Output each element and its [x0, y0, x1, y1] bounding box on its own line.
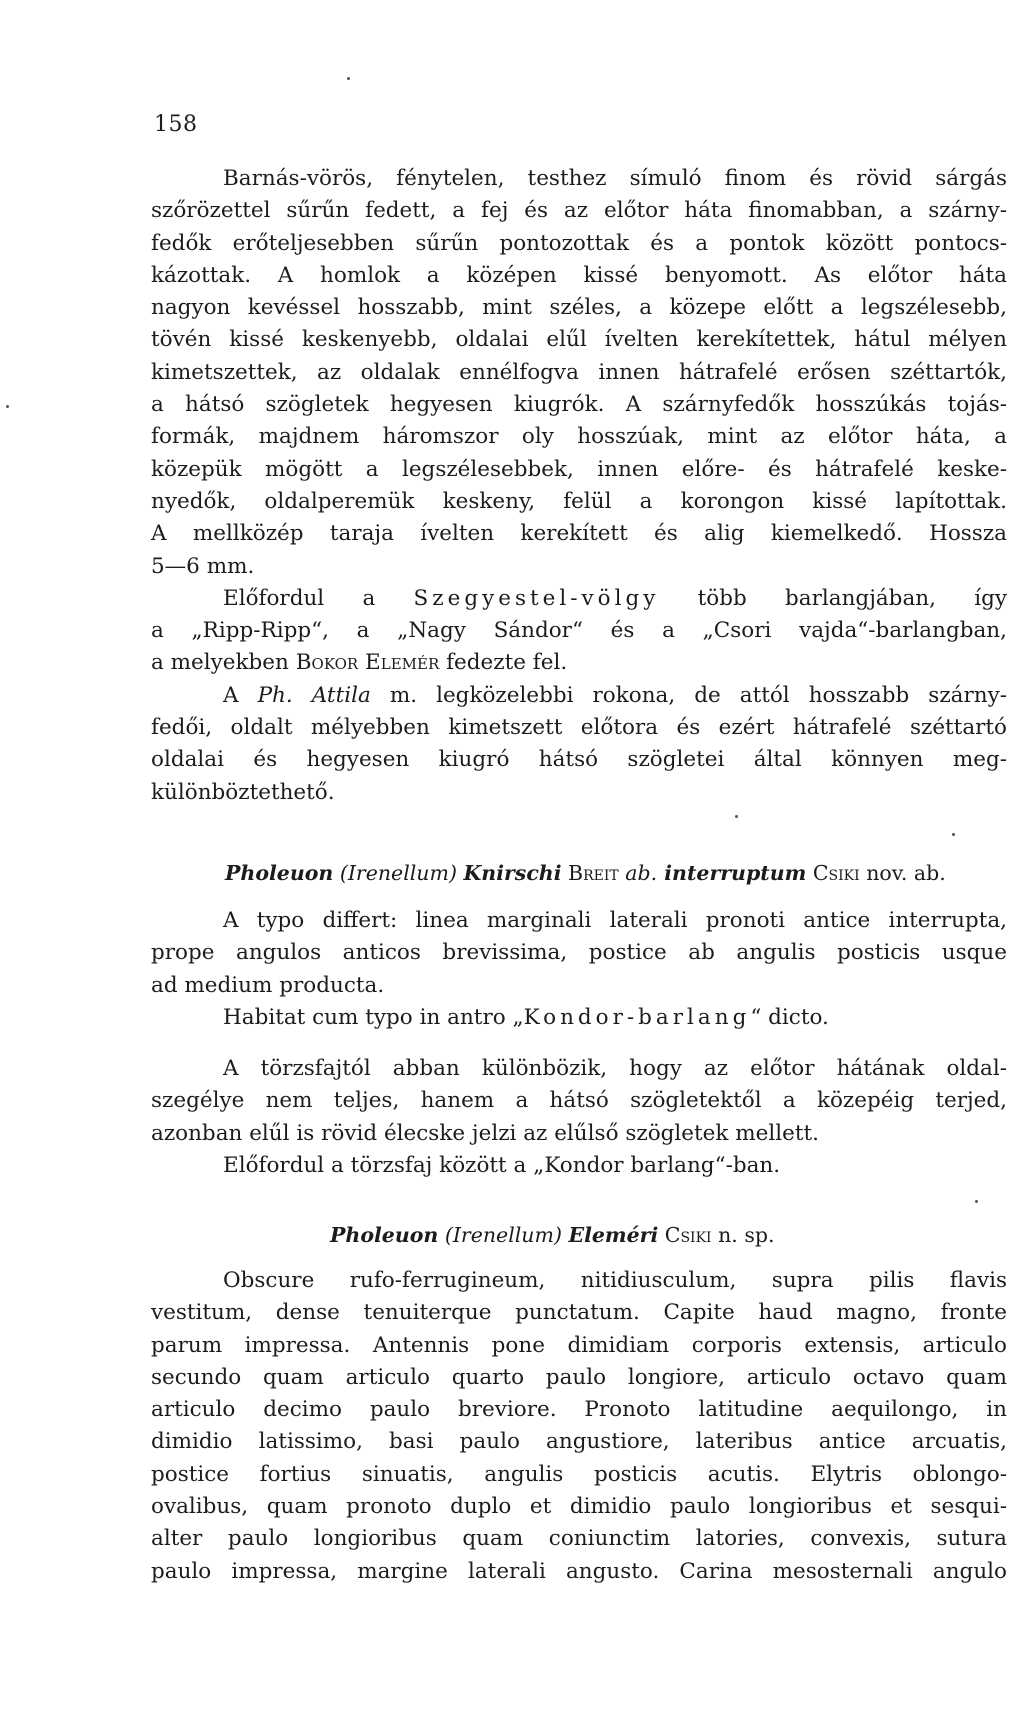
occurrence-line: [151, 583, 1007, 615]
subgenus-name: (Irenellum): [333, 861, 464, 885]
text-line: articulo decimo paulo breviore. Pronoto latitudine aequilongo, in: [151, 1397, 1007, 1423]
genus-abbrev: Ph.: [257, 682, 293, 708]
status-label: nov. ab.: [866, 861, 946, 885]
text-fragment: [293, 683, 312, 708]
text-line: nyedők, oldalperemük keskeny, felül a korongon kissé lapítottak.: [151, 488, 1007, 514]
text-line: nagyon kevéssel hosszabb, mint széles, a közepe előtt a legszélesebb,: [151, 295, 1007, 321]
text-line: A mellközép taraja ívelten kerekített és alig kiemelkedő. Hossza: [151, 521, 1007, 547]
taxon-heading-interruptum: [225, 857, 946, 889]
text-line: postice fortius sinuatis, angulis posticis acutis. Elytris oblongo-: [151, 1461, 1007, 1487]
text-fragment: Előfordul a: [223, 585, 414, 611]
text-line: közepük mögött a legszélesebbek, innen előre- és hátrafelé keske-: [151, 456, 1007, 482]
text-fragment: “ dicto.: [750, 1004, 829, 1030]
text-line: parum impressa. Antennis pone dimidiam corporis extensis, articulo: [151, 1332, 1007, 1358]
text-line: különböztethető.: [151, 779, 335, 805]
print-speck: [735, 815, 738, 818]
text-line: a hátsó szögletek hegyesen kiugrók. A szárnyfedők hosszúkás tojás-: [151, 392, 1007, 418]
rank-label: ab.: [625, 861, 658, 885]
text-line: oldalai és hegyesen kiugró hátsó szögletei által könnyen meg-: [151, 747, 1007, 773]
text-line: A törzsfajtól abban különbözik, hogy az előtor hátának oldal-: [223, 1056, 1007, 1081]
text-line: ad medium producta.: [151, 972, 385, 998]
text-line: a „Ripp-Ripp“, a „Nagy Sándor“ és a „Csori vajda“-barlangban,: [151, 618, 1007, 644]
habitat-line: [151, 1002, 1007, 1034]
text-line: prope angulos anticos brevissima, postice ab angulis posticis usque: [151, 940, 1007, 966]
genus-name: Pholeuon: [225, 861, 334, 885]
author-name: Breit: [561, 861, 626, 885]
collector-name: Bokor Elemér: [295, 650, 440, 676]
occurrence-line: [151, 647, 1007, 679]
text-line: A typo differt: linea marginali laterali pronoti antice interrupta,: [223, 908, 1007, 933]
species-name: Knirschi: [463, 861, 562, 885]
text-line: fedői, oldalt mélyebben kimetszett előtora és ezért hátrafelé széttartó: [151, 715, 1007, 741]
print-speck: [6, 405, 9, 408]
text-line: formák, majdnem háromszor oly hosszúak, mint az előtor háta, a: [151, 424, 1007, 450]
print-speck: [975, 1200, 978, 1203]
text-line: kimetszettek, az oldalak ennélfogva innen hátrafelé erősen széttartók,: [151, 359, 1007, 385]
author-name: Csiki: [806, 861, 867, 885]
genus-name: Pholeuon: [330, 1223, 439, 1247]
text-fragment: a melyekben: [151, 650, 296, 676]
print-speck: [952, 833, 955, 836]
page-number: 158: [154, 112, 198, 137]
text-fragment: fedezte fel.: [439, 650, 568, 676]
text-line: Előfordul a törzsfaj között a „Kondor barlang“-ban.: [223, 1152, 781, 1178]
text-line: tövén kissé keskenyebb, oldalai elűl ívelten kerekítettek, hátul mélyen: [151, 327, 1007, 353]
text-line: alter paulo longioribus quam coniunctim latories, convexis, sutura: [151, 1526, 1007, 1552]
hungarian-description: [151, 163, 1007, 809]
latin-elemeri: [151, 1265, 1007, 1588]
text-line: dimidio latissimo, basi paulo angustiore, lateribus antice arcuatis,: [151, 1429, 1007, 1455]
text-line: vestitum, dense tenuiterque punctatum. Capite haud magno, fronte: [151, 1300, 1007, 1326]
author-name: Csiki: [658, 1223, 719, 1247]
text-fragment: több barlangjában, így: [659, 585, 1007, 611]
valley-name: Szegyestel-völgy: [413, 585, 660, 611]
text-line: Obscure rufo-ferrugineum, nitidiusculum, supra pilis flavis: [223, 1268, 1007, 1293]
text-fragment: Habitat cum typo in antro „: [223, 1004, 524, 1030]
cave-name: Kondor-barlang: [523, 1004, 751, 1030]
text-line: fedők erőteljesebben sűrűn pontozottak és a pontok között pontocs-: [151, 230, 1007, 256]
text-line: ovalibus, quam pronoto duplo et dimidio paulo longioribus et sesqui-: [151, 1494, 1007, 1520]
text-line: Barnás-vörös, fénytelen, testhez símuló finom és rövid sárgás: [223, 166, 1007, 191]
hungarian-interruptum: [151, 1053, 1007, 1182]
aberration-name: interruptum: [657, 861, 807, 885]
text-line: 5—6 mm.: [151, 553, 255, 579]
text-line: paulo impressa, margine laterali angusto. Carina mesosternali angulo: [151, 1558, 1007, 1584]
print-speck: [347, 77, 350, 80]
text-line: secundo quam articulo quarto paulo longiore, articulo octavo quam: [151, 1364, 1007, 1390]
text-line: azonban elűl is rövid élecske jelzi az elűlső szögletek mellett.: [151, 1120, 819, 1146]
text-fragment: m. legközelebbi rokona, de attól hosszabb szárny-: [370, 682, 1007, 708]
status-label: n. sp.: [718, 1223, 775, 1247]
latin-interruptum: [151, 905, 1007, 1034]
taxon-heading-elemeri: [330, 1219, 775, 1251]
text-fragment: A: [223, 682, 258, 708]
attila-line: [151, 680, 1007, 712]
text-line: kázottak. A homlok a középen kissé benyomott. As előtor háta: [151, 262, 1007, 288]
subgenus-name: (Irenellum): [438, 1223, 569, 1247]
text-line: szőrözettel sűrűn fedett, a fej és az előtor háta finomabban, a szárny-: [151, 198, 1007, 224]
species-name: Eleméri: [568, 1223, 659, 1247]
species-name: Attila: [311, 682, 371, 708]
text-line: szegélye nem teljes, hanem a hátsó szögletektől a közepéig terjed,: [151, 1088, 1007, 1114]
